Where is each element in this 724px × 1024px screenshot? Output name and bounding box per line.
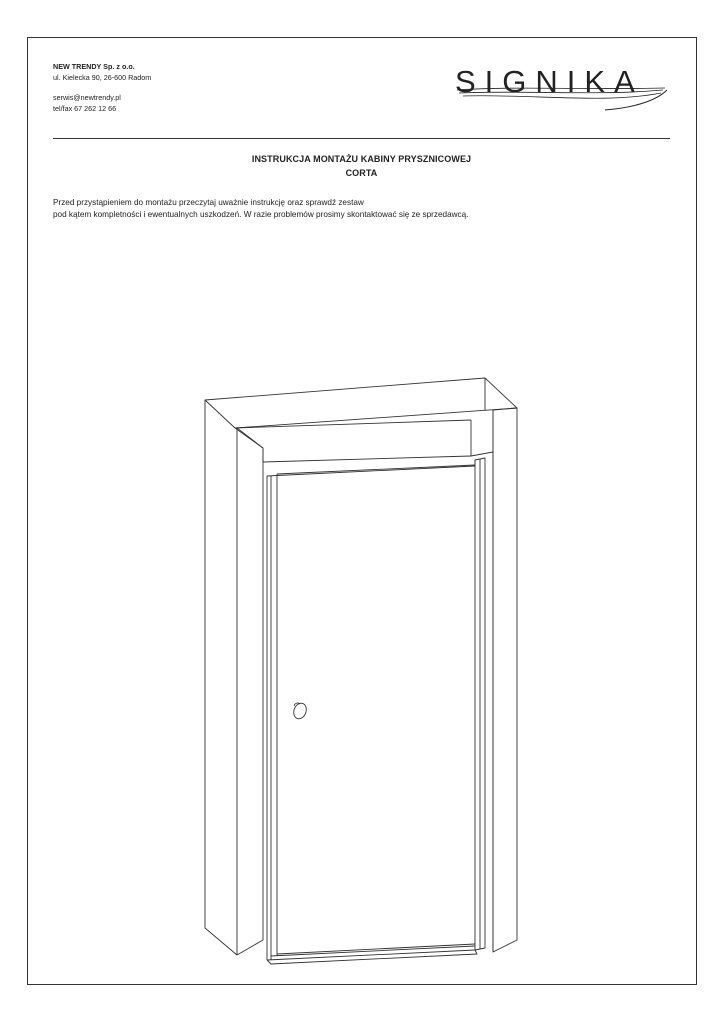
intro-text — [53, 197, 653, 220]
intro-line-2: pod kątem kompletności i ewentualnych uszkodzeń. W razie problemów prosimy skontaktować się ze sprzedawcą. — [53, 209, 469, 219]
logo-swoosh-icon — [455, 60, 670, 120]
document-title: INSTRUKCJA MONTAŻU KABINY PRYSZNICOWEJ — [251, 154, 472, 164]
intro-line-1: Przed przystąpieniem do montażu przeczytaj uważnie instrukcję oraz sprawdź zestaw — [53, 198, 364, 207]
company-address: ul. Kielecka 90, 26-600 Radom — [53, 72, 152, 82]
company-phone: tel/fax 67 262 12 66 — [53, 103, 117, 113]
company-name: NEW TRENDY Sp. z o.o. — [53, 62, 135, 71]
company-email: serwis@newtrendy.pl — [53, 93, 121, 102]
company-info — [53, 62, 151, 114]
logo-text: SIGNIKA — [455, 64, 644, 99]
signika-logo — [455, 60, 670, 120]
model-name: CORTA — [345, 168, 378, 178]
shower-door-drawing-icon — [195, 370, 525, 970]
header-divider — [53, 138, 670, 139]
